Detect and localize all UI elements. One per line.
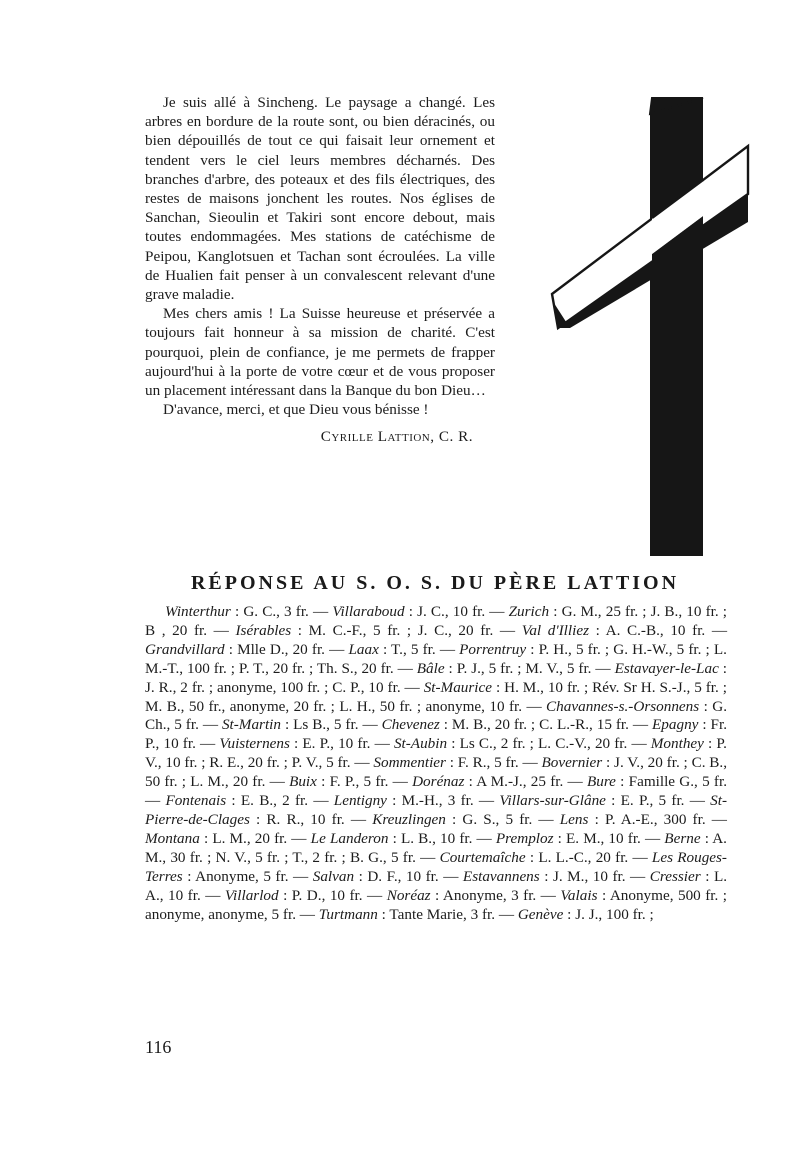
donation-entry: Estavannens : J. M., 10 fr. — [462, 867, 626, 885]
letter-text — [145, 93, 495, 447]
donation-place: Epagny — [652, 716, 699, 734]
page-number: 116 — [145, 1037, 172, 1057]
donation-amounts: Mlle D., 20 fr. — [237, 640, 325, 658]
donation-entry: St-Aubin : Ls C., 2 fr. ; L. C.-V., 20 fr. — [393, 735, 628, 753]
donation-entry: Lens : P. A.-E., 300 fr. — [559, 810, 706, 828]
donation-amounts: J. R., 2 fr. ; anonyme, 100 fr. ; C. P., 10 fr. — [145, 678, 401, 696]
donation-entry: Monthey : P. V., 10 fr. ; R. E., 20 fr. ; P. V., 5 fr. — [145, 735, 727, 772]
donation-amounts: D. F., 10 fr. — [367, 867, 439, 885]
donation-place: Chevenez — [381, 716, 440, 734]
letter-paragraph-3: D'avance, merci, et que Dieu vous bénisse ! — [163, 401, 429, 419]
donation-place: St-Pierre-de-Clages — [145, 792, 728, 828]
donation-entry: Sommentier : F. R., 5 fr. — [373, 754, 519, 772]
donation-entry: Chevenez : M. B., 20 fr. ; C. L.-R., 15 fr. — [381, 716, 629, 734]
donation-place: Vuisternens — [219, 735, 290, 753]
donation-place: Cressier — [649, 867, 701, 885]
donation-entry: Porrentruy : P. H., 5 fr. ; G. H.-W., 5 fr. ; L. M.-T., 100 fr. ; P. T., 20 fr. ; Th. S., 20 fr. — [145, 640, 727, 677]
donation-place: Courtemaîche — [439, 848, 526, 866]
donation-entry: Villarlod : P. D., 10 fr. — [224, 886, 363, 904]
donation-amounts: Ls B., 5 fr. — [293, 716, 359, 734]
donation-place: Zurich — [508, 603, 550, 620]
donation-amounts: J. J., 100 fr. ; — [575, 905, 654, 923]
donation-place: Bâle — [416, 659, 445, 677]
donation-place: Fontenais — [165, 792, 227, 810]
donation-amounts: J. V., 20 fr. ; C. B., 50 fr. ; L. M., 20 fr. — [145, 754, 728, 791]
donation-entry: Winterthur : G. C., 3 fr. — [165, 603, 309, 620]
donation-amounts: Fr. P., 10 fr. — [145, 716, 727, 753]
donation-amounts: M.-H., 3 fr. — [401, 792, 474, 810]
donation-entry: Villars-sur-Glâne : E. P., 5 fr. — [499, 792, 685, 810]
donation-place: Valais — [560, 886, 598, 904]
donation-place: St-Aubin — [393, 735, 448, 753]
donation-entry: St-Pierre-de-Clages : R. R., 10 fr. — [145, 792, 728, 828]
donation-entry: Dorénaz : A M.-J., 25 fr. — [412, 773, 564, 791]
donation-amounts: P. J., 5 fr. ; M. V., 5 fr. — [456, 659, 592, 677]
donation-place: Premploz — [495, 829, 554, 847]
donation-amounts: A. C.-B., 10 fr. — [605, 621, 706, 639]
donation-place: Lens — [559, 810, 589, 828]
donation-place: Bovernier — [541, 754, 603, 772]
donation-place: Chavannes-s.-Orsonnens — [546, 697, 700, 715]
donation-place: Villarlod — [224, 886, 279, 904]
donation-place: Turtmann — [318, 905, 378, 923]
donation-amounts: F. R., 5 fr. — [457, 754, 519, 772]
donation-place: Berne — [664, 829, 701, 847]
donation-entry: Laax : T., 5 fr. — [348, 640, 436, 658]
donation-amounts: Anonyme, 3 fr. — [442, 886, 537, 904]
donation-amounts: L. A., 10 fr. — [145, 867, 728, 904]
donation-entry: Premploz : E. M., 10 fr. — [495, 829, 641, 847]
donation-place: Isérables — [235, 621, 292, 639]
donation-entry: Estavayer-le-Lac : J. R., 2 fr. ; anonyme, 100 fr. ; C. P., 10 fr. — [145, 659, 728, 696]
donation-entry: Isérables : M. C.-F., 5 fr. ; J. C., 20 fr. — [235, 621, 494, 639]
donation-entry: Valais : Anonyme, 500 fr. ; anonyme, anonyme, 5 fr. — [145, 886, 727, 923]
donation-entry: Turtmann : Tante Marie, 3 fr. — [318, 905, 496, 923]
donation-amounts: E. P., 10 fr. — [302, 735, 371, 753]
donation-entry: Cressier : L. A., 10 fr. — [145, 867, 728, 904]
donation-place: Grandvillard — [145, 640, 225, 658]
donation-place: Les Rouges-Terres — [145, 848, 727, 885]
donation-amounts: A M.-J., 25 fr. — [476, 773, 564, 791]
donation-amounts: R. R., 10 fr. — [266, 810, 345, 828]
donation-place: Kreuzlingen — [372, 810, 446, 828]
donation-amounts: T., 5 fr. — [391, 640, 436, 658]
donation-place: Porrentruy — [459, 640, 527, 658]
donation-entry: Buix : F. P., 5 fr. — [289, 773, 389, 791]
donation-amounts: P. H., 5 fr. ; G. H.-W., 5 fr. ; L. M.-T., 100 fr. ; P. T., 20 fr. ; Th. S., 20 fr. — [145, 640, 727, 677]
donation-entry: Villaraboud : J. C., 10 fr. — [332, 603, 486, 620]
donation-entry: Lentigny : M.-H., 3 fr. — [333, 792, 474, 810]
donation-entry: Kreuzlingen : G. S., 5 fr. — [372, 810, 533, 828]
donation-place: Dorénaz — [412, 773, 465, 791]
donation-entry: Bovernier : J. V., 20 fr. ; C. B., 50 fr. ; L. M., 20 fr. — [145, 754, 728, 791]
donation-entry: Bâle : P. J., 5 fr. ; M. V., 5 fr. — [416, 659, 592, 677]
donation-amounts: J. M., 10 fr. — [552, 867, 626, 885]
donation-entry: Le Landeron : L. B., 10 fr. — [310, 829, 473, 847]
donation-place: Villars-sur-Glâne — [499, 792, 606, 810]
donation-place: Winterthur — [165, 603, 231, 620]
donation-place: Genève — [517, 905, 564, 923]
donation-place: Laax — [348, 640, 379, 658]
donation-entry: St-Martin : Ls B., 5 fr. — [221, 716, 359, 734]
donation-entry: Berne : A. M., 30 fr. ; N. V., 5 fr. ; T., 2 fr. ; B. G., 5 fr. — [145, 829, 727, 866]
donation-entry: Grandvillard : Mlle D., 20 fr. — [145, 640, 325, 658]
donation-amounts: E. M., 10 fr. — [566, 829, 641, 847]
donation-entry: Zurich : G. M., 25 fr. ; J. B., 10 fr. ; B , 20 fr. — [145, 603, 728, 639]
donation-amounts: J. C., 10 fr. — [417, 603, 486, 620]
donation-entry: Genève : J. J., 100 fr. ; — [517, 905, 654, 923]
signature: Cyrille Lattion, C. R. — [320, 428, 473, 446]
donation-place: Val d'Illiez — [521, 621, 589, 639]
donation-place: Noréaz — [386, 886, 431, 904]
donation-entry: Chavannes-s.-Orsonnens : G. Ch., 5 fr. — [145, 697, 727, 734]
donation-amounts: F. P., 5 fr. — [329, 773, 389, 791]
donation-amounts: G. C., 3 fr. — [243, 603, 309, 620]
donation-place: Salvan — [312, 867, 355, 885]
donation-entry: Epagny : Fr. P., 10 fr. — [145, 716, 727, 753]
donation-amounts: Famille G., 5 fr. — [628, 773, 727, 791]
donation-entry: St-Maurice : H. M., 10 fr. ; Rév. Sr H. S.-J., 5 fr. ; M. B., 50 fr., anonyme, 20 fr. ; L. H., 50 fr. ; anonyme, 10 fr. — [145, 678, 727, 715]
donation-entry: Montana : L. M., 20 fr. — [145, 829, 288, 847]
donation-amounts: M. C.-F., 5 fr. ; J. C., 20 fr. — [308, 621, 494, 639]
donation-amounts: P. V., 10 fr. ; R. E., 20 fr. ; P. V., 5 fr. — [145, 735, 727, 772]
donation-place: Bure — [586, 773, 616, 791]
donation-amounts: L. M., 20 fr. — [212, 829, 288, 847]
donation-entry: Vuisternens : E. P., 10 fr. — [219, 735, 371, 753]
donation-amounts: L. L.-C., 20 fr. — [538, 848, 629, 866]
donation-entry: Courtemaîche : L. L.-C., 20 fr. — [439, 848, 629, 866]
donation-amounts: Anonyme, 500 fr. ; anonyme, anonyme, 5 fr. — [145, 886, 727, 923]
donation-amounts: P. A.-E., 300 fr. — [604, 810, 706, 828]
donation-place: Le Landeron — [310, 829, 389, 847]
donation-amounts: G. S., 5 fr. — [462, 810, 533, 828]
donation-amounts: L. B., 10 fr. — [400, 829, 473, 847]
donation-amounts: E. P., 5 fr. — [620, 792, 685, 810]
donation-amounts: Ls C., 2 fr. ; L. C.-V., 20 fr. — [459, 735, 628, 753]
donation-place: Sommentier — [373, 754, 446, 772]
donation-amounts: H. M., 10 fr. ; Rév. Sr H. S.-J., 5 fr. ; M. B., 50 fr., anonyme, 20 fr. ; L. H., 50 fr. ; anonyme, 10 fr. — [145, 678, 727, 715]
donation-amounts: A. M., 30 fr. ; N. V., 5 fr. ; T., 2 fr. ; B. G., 5 fr. — [145, 829, 727, 866]
donation-amounts: Tante Marie, 3 fr. — [389, 905, 496, 923]
donation-entry: Fontenais : E. B., 2 fr. — [165, 792, 309, 810]
letter-paragraph-2: Mes chers amis ! La Suisse heureuse et préservée a toujours fait honneur à sa mission de charité. C'est pourquoi, plein de confiance, je me permets de frapper aujourd'hui à la porte de votre cœur et de vous proposer un placement intéressant dans la Banque du bon Dieu… — [145, 305, 495, 400]
donation-amounts: G. M., 25 fr. ; J. B., 10 fr. ; B , 20 fr. — [145, 603, 728, 639]
letter-paragraph-1: Je suis allé à Sincheng. Le paysage a changé. Les arbres en bordure de la route sont, ou bien déracinés, ou bien dépouillés de tout ce qui faisait leur ornement et tendent vers le ciel leurs membres décharnés. Des branches d'arbre, des poteaux et des fils électriques, des restes de maisons jonchent les routes. Nos églises de Sanchan, Sieoulin et Takiri sont encore debout, mais toutes endommagées. Mes stations de catéchisme de Peipou, Kanglotsuen et Tachan sont écroulées. La ville de Hualien fait penser à un convalescent relevant d'une grave maladie. — [145, 94, 495, 304]
donation-entry: Bure : Famille G., 5 fr. — [586, 773, 727, 791]
donation-place: Villaraboud — [332, 603, 405, 620]
donation-amounts: M. B., 20 fr. ; C. L.-R., 15 fr. — [451, 716, 629, 734]
donation-place: Buix — [289, 773, 317, 791]
donation-place: Monthey — [650, 735, 704, 753]
section-heading: RÉPONSE AU S. O. S. DU PÈRE LATTION — [190, 572, 680, 594]
cross-illustration — [548, 94, 752, 560]
donation-entry: Val d'Illiez : A. C.-B., 10 fr. — [521, 621, 706, 639]
donation-entry: Noréaz : Anonyme, 3 fr. — [386, 886, 537, 904]
donation-place: St-Maurice — [423, 678, 493, 696]
donation-amounts: Anonyme, 5 fr. — [195, 867, 289, 885]
donation-entry: Les Rouges-Terres : Anonyme, 5 fr. — [145, 848, 727, 885]
donation-place: Estavannens — [462, 867, 540, 885]
donation-entry: Salvan : D. F., 10 fr. — [312, 867, 439, 885]
donation-amounts: E. B., 2 fr. — [240, 792, 309, 810]
donation-amounts: P. D., 10 fr. — [291, 886, 363, 904]
donation-amounts: G. Ch., 5 fr. — [145, 697, 727, 734]
donation-place: Lentigny — [333, 792, 387, 810]
donation-place: St-Martin — [221, 716, 281, 734]
donation-place: Estavayer-le-Lac — [614, 659, 719, 677]
donations-list: Winterthur : G. C., 3 fr. — Villaraboud : J. C., 10 fr. — Zurich : G. M., 25 fr. ; J. B., 10 fr. ; B , 20 fr. — Isérables : M. C.-F., 5 fr. ; J. C., 20 fr. — Val d'Illiez : A. C.-B., 10 fr. — Grandvillard : Mlle D., 20 fr. — Laax : T., 5 fr. — Porrentruy : P. H., 5 fr. ; G. H.-W., 5 fr. ; L. M.-T., 100 fr. ; P. T., 20 fr. ; Th. S., 20 fr. — Bâle : P. J., 5 fr. ; M. V., 5 fr. — Estavayer-le-Lac : J. R., 2 fr. ; anonyme, 100 fr. ; C. P., 10 fr. — St-Maurice : H. M., 10 fr. ; Rév. Sr H. S.-J., 5 fr. ; M. B., 50 fr., anonyme, 20 fr. ; L. H., 50 fr. ; anonyme, 10 fr. — Chavannes-s.-Orsonnens : G. Ch., 5 fr. — St-Martin : Ls B., 5 fr. — Chevenez : M. B., 20 fr. ; C. L.-R., 15 fr. — Epagny : Fr. P., 10 fr. — Vuisternens : E. P., 10 fr. — St-Aubin : Ls C., 2 fr. ; L. C.-V., 20 fr. — Monthey : P. V., 10 fr. ; R. E., 20 fr. ; P. V., 5 fr. — Sommentier : F. R., 5 fr. — Bovernier : J. V., 20 fr. ; C. B., 50 fr. ; L. M., 20 fr. — Buix : F. P., 5 fr. — Dorénaz : A M.-J., 25 fr. — Bure : Famille G., 5 fr. — Fontenais : E. B., 2 fr. — Lentigny : M.-H., 3 fr. — Villars-sur-Glâne : E. P., 5 fr. — St-Pierre-de-Clages : R. R., 10 fr. — Kreuzlingen : G. S., 5 fr. — Lens : P. A.-E., 300 fr. — Montana : L. M., 20 fr. — Le Landeron : L. B., 10 fr. — Premploz : E. M., 10 fr. — Berne : A. M., 30 fr. ; N. V., 5 fr. ; T., 2 fr. ; B. G., 5 fr. — Courtemaîche : L. L.-C., 20 fr. — Les Rouges-Terres : Anonyme, 5 fr. — Salvan : D. F., 10 fr. — Estavannens : J. M., 10 fr. — Cressier : L. A., 10 fr. — Villarlod : P. D., 10 fr. — Noréaz : Anonyme, 3 fr. — Valais : Anonyme, 500 fr. ; anonyme, anonyme, 5 fr. — Turtmann : Tante Marie, 3 fr. — Genève : J. J., 100 fr. ; — [145, 603, 728, 923]
donation-place: Montana — [145, 829, 200, 847]
